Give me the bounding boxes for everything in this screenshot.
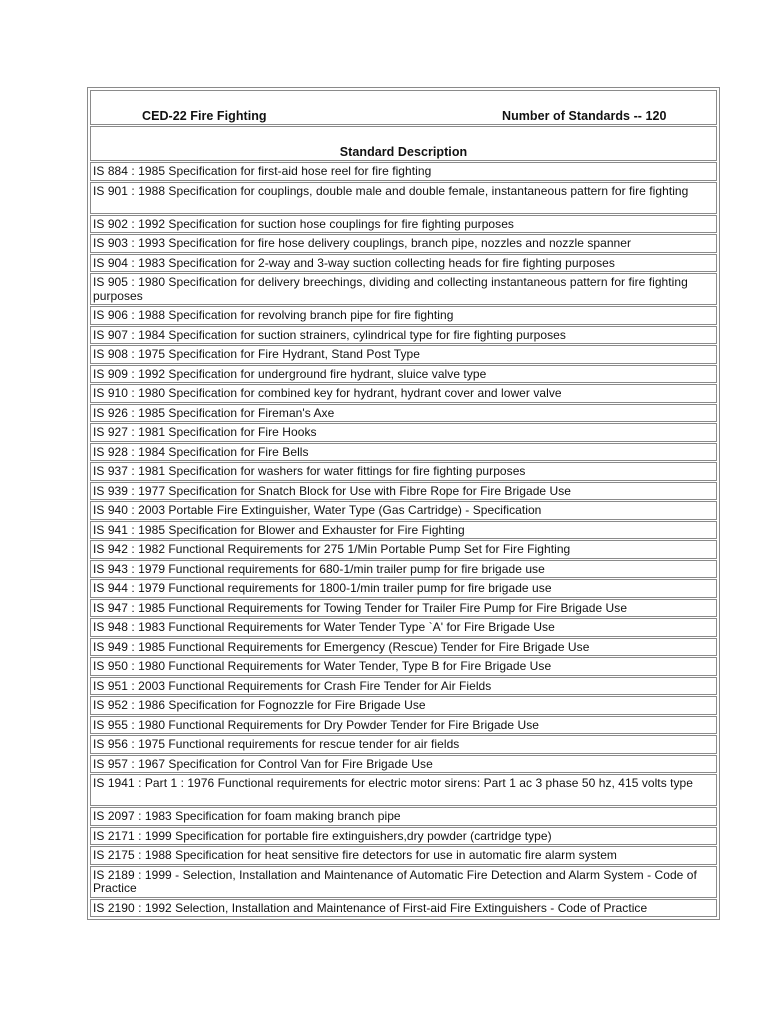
table-row: IS 907 : 1984 Specification for suction strainers, cylindrical type for fire fighting purposes bbox=[90, 326, 717, 345]
standards-table bbox=[87, 87, 720, 920]
table-row: IS 926 : 1985 Specification for Fireman's Axe bbox=[90, 404, 717, 423]
table-row: IS 944 : 1979 Functional requirements for 1800-1/min trailer pump for fire brigade use bbox=[90, 579, 717, 598]
table-row: IS 909 : 1992 Specification for underground fire hydrant, sluice valve type bbox=[90, 365, 717, 384]
column-header-row bbox=[90, 126, 717, 161]
table-row: IS 942 : 1982 Functional Requirements for 275 1/Min Portable Pump Set for Fire Fighting bbox=[90, 540, 717, 559]
table-row: IS 902 : 1992 Specification for suction hose couplings for fire fighting purposes bbox=[90, 215, 717, 234]
table-row: IS 937 : 1981 Specification for washers for water fittings for fire fighting purposes bbox=[90, 462, 717, 481]
table-row: IS 939 : 1977 Specification for Snatch Block for Use with Fibre Rope for Fire Brigade Use bbox=[90, 482, 717, 501]
table-row: IS 928 : 1984 Specification for Fire Bells bbox=[90, 443, 717, 462]
table-row: IS 910 : 1980 Specification for combined key for hydrant, hydrant cover and lower valve bbox=[90, 384, 717, 403]
table-row: IS 906 : 1988 Specification for revolving branch pipe for fire fighting bbox=[90, 306, 717, 325]
table-row: IS 948 : 1983 Functional Requirements for Water Tender Type `A' for Fire Brigade Use bbox=[90, 618, 717, 637]
table-row: IS 941 : 1985 Specification for Blower and Exhauster for Fire Fighting bbox=[90, 521, 717, 540]
table-row: IS 2097 : 1983 Specification for foam making branch pipe bbox=[90, 807, 717, 826]
table-row: IS 949 : 1985 Functional Requirements for Emergency (Rescue) Tender for Fire Brigade Use bbox=[90, 638, 717, 657]
table-row: IS 908 : 1975 Specification for Fire Hydrant, Stand Post Type bbox=[90, 345, 717, 364]
table-row: IS 927 : 1981 Specification for Fire Hooks bbox=[90, 423, 717, 442]
committee-title: CED-22 Fire Fighting bbox=[142, 109, 267, 123]
table-row: IS 904 : 1983 Specification for 2-way and 3-way suction collecting heads for fire fighting purposes bbox=[90, 254, 717, 273]
table-row: IS 2171 : 1999 Specification for portable fire extinguishers,dry powder (cartridge type) bbox=[90, 827, 717, 846]
table-row: IS 947 : 1985 Functional Requirements for Towing Tender for Trailer Fire Pump for Fire Brigade Use bbox=[90, 599, 717, 618]
table-row: IS 905 : 1980 Specification for delivery breechings, dividing and collecting instantaneous pattern for fire fighting purposes bbox=[90, 273, 717, 305]
table-row: IS 952 : 1986 Specification for Fognozzle for Fire Brigade Use bbox=[90, 696, 717, 715]
table-title-row bbox=[90, 90, 717, 125]
table-row: IS 901 : 1988 Specification for couplings, double male and double female, instantaneous pattern for fire fighting bbox=[90, 182, 717, 214]
table-row: IS 2189 : 1999 - Selection, Installation and Maintenance of Automatic Fire Detection and Alarm System - Code of Practice bbox=[90, 866, 717, 898]
column-header: Standard Description bbox=[339, 145, 468, 159]
table-row: IS 1941 : Part 1 : 1976 Functional requirements for electric motor sirens: Part 1 ac 3 phase 50 hz, 415 volts type bbox=[90, 774, 717, 806]
table-row: IS 943 : 1979 Functional requirements for 680-1/min trailer pump for fire brigade use bbox=[90, 560, 717, 579]
standards-count: Number of Standards -- 120 bbox=[502, 109, 667, 123]
table-row: IS 903 : 1993 Specification for fire hose delivery couplings, branch pipe, nozzles and nozzle spanner bbox=[90, 234, 717, 253]
table-row: IS 956 : 1975 Functional requirements for rescue tender for air fields bbox=[90, 735, 717, 754]
table-row: IS 951 : 2003 Functional Requirements for Crash Fire Tender for Air Fields bbox=[90, 677, 717, 696]
table-row: IS 884 : 1985 Specification for first-aid hose reel for fire fighting bbox=[90, 162, 717, 181]
table-row: IS 955 : 1980 Functional Requirements for Dry Powder Tender for Fire Brigade Use bbox=[90, 716, 717, 735]
table-row: IS 2190 : 1992 Selection, Installation and Maintenance of First-aid Fire Extinguishers - Code of Practice bbox=[90, 899, 717, 918]
table-row: IS 950 : 1980 Functional Requirements for Water Tender, Type B for Fire Brigade Use bbox=[90, 657, 717, 676]
table-row: IS 2175 : 1988 Specification for heat sensitive fire detectors for use in automatic fire alarm system bbox=[90, 846, 717, 865]
table-row: IS 940 : 2003 Portable Fire Extinguisher, Water Type (Gas Cartridge) - Specification bbox=[90, 501, 717, 520]
table-row: IS 957 : 1967 Specification for Control Van for Fire Brigade Use bbox=[90, 755, 717, 774]
